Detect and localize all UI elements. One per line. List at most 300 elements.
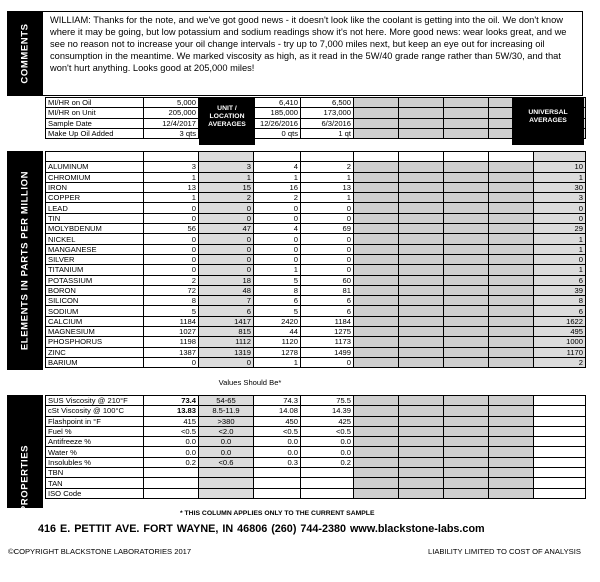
blank-cell (534, 426, 586, 436)
sample-3-value: 0 (301, 254, 354, 264)
typical-range-value: 8.5-11.9 (199, 406, 254, 416)
sample-3-value: 81 (301, 285, 354, 295)
sample-3-value: 0.0 (301, 447, 354, 457)
unit-average-value: 0 (199, 244, 254, 254)
element-name: SILICON (46, 296, 144, 306)
unit-location-label: UNIT / LOCATION AVERAGES (208, 105, 246, 128)
empty-sample-cell (354, 447, 399, 457)
sample-info-table (45, 97, 586, 139)
sample-info-row (46, 128, 586, 138)
unit-average-value: 18 (199, 275, 254, 285)
sample-3-value: 1275 (301, 327, 354, 337)
element-name: IRON (46, 182, 144, 192)
typical-range-value: <2.0 (199, 426, 254, 436)
unit-location-header (199, 97, 255, 145)
property-name: Fuel % (46, 426, 144, 436)
row-label: MI/HR on Oil (46, 98, 144, 108)
empty-sample-cell (489, 296, 534, 306)
empty-sample-cell (399, 275, 444, 285)
empty-sample-cell (354, 234, 399, 244)
empty-sample-cell (444, 478, 489, 488)
empty-sample-cell (399, 478, 444, 488)
empty-sample-cell (489, 275, 534, 285)
empty-sample-cell (354, 396, 399, 406)
empty-sample-cell (354, 108, 399, 118)
unit-average-value: 48 (199, 285, 254, 295)
current-sample-value: 8 (144, 296, 199, 306)
empty-sample-cell (489, 203, 534, 213)
empty-sample-cell (444, 457, 489, 467)
empty-sample-cell (444, 468, 489, 478)
empty-sample-cell (444, 275, 489, 285)
sample-2-value: 6 (254, 296, 301, 306)
empty-sample-cell (444, 327, 489, 337)
blank-cell (534, 396, 586, 406)
typical-range-value: 0.0 (199, 437, 254, 447)
unit-average-value: 815 (199, 327, 254, 337)
current-sample-value: 1 (144, 193, 199, 203)
empty-sample-cell (489, 234, 534, 244)
property-name: cSt Viscosity @ 100°C (46, 406, 144, 416)
element-name: POTASSIUM (46, 275, 144, 285)
spacer-cell (444, 152, 489, 162)
element-row (46, 306, 586, 316)
empty-sample-cell (399, 406, 444, 416)
element-name: BARIUM (46, 357, 144, 367)
sample-2-value: 2420 (254, 316, 301, 326)
empty-sample-cell (399, 437, 444, 447)
sample-2-value: 6,410 (254, 98, 301, 108)
sample-2-value: 5 (254, 306, 301, 316)
empty-sample-cell (399, 396, 444, 406)
sample-2-value: 0 (254, 254, 301, 264)
sample-3-value (301, 478, 354, 488)
element-name: SODIUM (46, 306, 144, 316)
element-name: MANGANESE (46, 244, 144, 254)
footnote: * THIS COLUMN APPLIES ONLY TO THE CURRENT SAMPLE (180, 510, 375, 517)
element-row (46, 224, 586, 234)
property-row (46, 488, 586, 498)
sample-2-value: 0 (254, 234, 301, 244)
row-label: MI/HR on Unit (46, 108, 144, 118)
element-row (46, 357, 586, 367)
empty-sample-cell (354, 347, 399, 357)
properties-side-bar (7, 395, 43, 513)
element-row (46, 285, 586, 295)
sample-3-value: 0 (301, 357, 354, 367)
empty-sample-cell (354, 306, 399, 316)
elements-table (45, 151, 586, 368)
current-sample-value: 0 (144, 203, 199, 213)
sample-2-value: 450 (254, 416, 301, 426)
property-row (46, 457, 586, 467)
empty-sample-cell (444, 285, 489, 295)
empty-sample-cell (354, 182, 399, 192)
current-sample-value (144, 468, 199, 478)
current-sample-value: 0 (144, 234, 199, 244)
spacer-cell (144, 152, 199, 162)
sample-3-value: 1173 (301, 337, 354, 347)
element-row (46, 275, 586, 285)
property-row (46, 437, 586, 447)
empty-sample-cell (489, 347, 534, 357)
blank-cell (534, 447, 586, 457)
empty-sample-cell (354, 468, 399, 478)
sample-3-value: 1 qt (301, 128, 354, 138)
element-name: BORON (46, 285, 144, 295)
empty-sample-cell (489, 316, 534, 326)
unit-average-value: 0 (199, 213, 254, 223)
element-row (46, 193, 586, 203)
element-row (46, 316, 586, 326)
empty-sample-cell (489, 478, 534, 488)
empty-sample-cell (489, 457, 534, 467)
empty-sample-cell (489, 406, 534, 416)
universal-average-value: 1 (534, 172, 586, 182)
spacer-cell (399, 152, 444, 162)
elements-label: ELEMENTS IN PARTS PER MILLION (19, 170, 31, 351)
sample-3-value: <0.5 (301, 426, 354, 436)
sample-2-value: 4 (254, 224, 301, 234)
empty-sample-cell (489, 265, 534, 275)
empty-sample-cell (444, 265, 489, 275)
empty-sample-cell (444, 234, 489, 244)
property-row (46, 396, 586, 406)
empty-sample-cell (399, 285, 444, 295)
sample-2-value: 44 (254, 327, 301, 337)
empty-sample-cell (399, 327, 444, 337)
empty-sample-cell (399, 357, 444, 367)
current-sample-value: 13 (144, 182, 199, 192)
empty-sample-cell (489, 172, 534, 182)
element-row (46, 172, 586, 182)
sample-info-row (46, 108, 586, 118)
empty-sample-cell (354, 275, 399, 285)
sample-3-value: 69 (301, 224, 354, 234)
empty-sample-cell (444, 98, 489, 108)
empty-sample-cell (354, 203, 399, 213)
sample-3-value: 6 (301, 306, 354, 316)
property-name: Antifreeze % (46, 437, 144, 447)
empty-sample-cell (489, 193, 534, 203)
property-row (46, 406, 586, 416)
unit-average-value: 0 (199, 203, 254, 213)
current-sample-value: 0.2 (144, 457, 199, 467)
element-name: NICKEL (46, 234, 144, 244)
properties-table (45, 395, 586, 499)
unit-average-value: 0 (199, 234, 254, 244)
empty-sample-cell (399, 488, 444, 498)
empty-sample-cell (354, 162, 399, 172)
unit-average-value: 7 (199, 296, 254, 306)
comments-label: COMMENTS (19, 23, 31, 84)
current-sample-value: 1184 (144, 316, 199, 326)
sample-2-value: 0 (254, 203, 301, 213)
element-row (46, 347, 586, 357)
empty-sample-cell (354, 488, 399, 498)
sample-2-value: 2 (254, 193, 301, 203)
empty-sample-cell (489, 437, 534, 447)
empty-sample-cell (399, 128, 444, 138)
universal-average-value: 29 (534, 224, 586, 234)
element-name: PHOSPHORUS (46, 337, 144, 347)
empty-sample-cell (399, 182, 444, 192)
spacer-row (46, 152, 586, 162)
sample-3-value: 13 (301, 182, 354, 192)
property-name: Flashpoint in °F (46, 416, 144, 426)
element-name: TITANIUM (46, 265, 144, 275)
universal-header (512, 97, 584, 145)
empty-sample-cell (444, 488, 489, 498)
element-name: CHROMIUM (46, 172, 144, 182)
empty-sample-cell (354, 172, 399, 182)
empty-sample-cell (354, 296, 399, 306)
sample-2-value: 4 (254, 162, 301, 172)
current-sample-value: 5 (144, 306, 199, 316)
comments-text: WILLIAM: Thanks for the note, and we've got good news - it doesn't look like the coolant is getting into the oil. We don't know where it may be going, but low potassium and sodium readings show it's not here. More good news: wear looks great, and we see no reason not to increase your oil change intervals - try up to 7,000 miles next, but keep an eye out for increasing oil consumption in the meantime. We marked viscosity as high, as it read in the 5W/40 grade range rather than 5W/30, and that won't hurt anything. Looks good at 205,000 miles! (50, 15, 567, 74)
universal-average-value: 6 (534, 275, 586, 285)
sample-2-value: 1278 (254, 347, 301, 357)
sample-2-value: 1 (254, 357, 301, 367)
unit-average-value: 0 (199, 265, 254, 275)
current-sample-value: <0.5 (144, 426, 199, 436)
empty-sample-cell (444, 118, 489, 128)
unit-average-value: 1112 (199, 337, 254, 347)
property-name: Insolubles % (46, 457, 144, 467)
element-row (46, 296, 586, 306)
empty-sample-cell (444, 337, 489, 347)
empty-sample-cell (444, 224, 489, 234)
unit-average-value: 47 (199, 224, 254, 234)
empty-sample-cell (399, 468, 444, 478)
sample-3-value (301, 488, 354, 498)
values-should-be-label: Values Should Be* (218, 378, 282, 387)
sample-2-value: <0.5 (254, 426, 301, 436)
sample-2-value (254, 488, 301, 498)
property-name: TAN (46, 478, 144, 488)
empty-sample-cell (489, 447, 534, 457)
sample-2-value: 14.08 (254, 406, 301, 416)
row-label: Make Up Oil Added (46, 128, 144, 138)
element-name: SILVER (46, 254, 144, 264)
empty-sample-cell (354, 437, 399, 447)
empty-sample-cell (489, 162, 534, 172)
spacer-cell (254, 152, 301, 162)
spacer-cell (46, 152, 144, 162)
current-sample-value: 1387 (144, 347, 199, 357)
unit-average-value: 0 (199, 254, 254, 264)
universal-average-value: 1 (534, 234, 586, 244)
element-row (46, 213, 586, 223)
current-sample-value (144, 478, 199, 488)
sample-3-value: 0 (301, 203, 354, 213)
current-sample-value: 0 (144, 213, 199, 223)
current-sample-value: 0 (144, 357, 199, 367)
empty-sample-cell (444, 244, 489, 254)
element-name: ZINC (46, 347, 144, 357)
empty-sample-cell (444, 437, 489, 447)
sample-2-value: 8 (254, 285, 301, 295)
element-name: LEAD (46, 203, 144, 213)
empty-sample-cell (354, 193, 399, 203)
empty-sample-cell (444, 254, 489, 264)
unit-average-value: 0 (199, 357, 254, 367)
sample-2-value: 5 (254, 275, 301, 285)
empty-sample-cell (354, 213, 399, 223)
empty-sample-cell (399, 306, 444, 316)
universal-average-value: 1170 (534, 347, 586, 357)
empty-sample-cell (399, 416, 444, 426)
current-sample-value: 0.0 (144, 447, 199, 457)
empty-sample-cell (399, 254, 444, 264)
sample-info-row (46, 98, 586, 108)
empty-sample-cell (444, 426, 489, 436)
property-name: ISO Code (46, 488, 144, 498)
row-label: Sample Date (46, 118, 144, 128)
current-sample-value: 1 (144, 172, 199, 182)
sample-info-row (46, 118, 586, 128)
blank-cell (534, 468, 586, 478)
empty-sample-cell (354, 265, 399, 275)
sample-3-value: 0 (301, 265, 354, 275)
universal-average-value: 0 (534, 203, 586, 213)
sample-3-value: 6/3/2016 (301, 118, 354, 128)
empty-sample-cell (444, 193, 489, 203)
current-sample-value (144, 488, 199, 498)
empty-sample-cell (354, 128, 399, 138)
empty-sample-cell (489, 285, 534, 295)
current-sample-value: 0.0 (144, 437, 199, 447)
empty-sample-cell (444, 162, 489, 172)
sample-3-value: 75.5 (301, 396, 354, 406)
current-sample-value: 415 (144, 416, 199, 426)
empty-sample-cell (354, 98, 399, 108)
sample-3-value: 0 (301, 244, 354, 254)
empty-sample-cell (354, 457, 399, 467)
empty-sample-cell (399, 108, 444, 118)
empty-sample-cell (354, 337, 399, 347)
blank-cell (534, 478, 586, 488)
empty-sample-cell (399, 162, 444, 172)
typical-range-value (199, 468, 254, 478)
sample-3-value: 6 (301, 296, 354, 306)
sample-2-value: 74.3 (254, 396, 301, 406)
empty-sample-cell (444, 128, 489, 138)
unit-average-value: 3 (199, 162, 254, 172)
sample-2-value: 0.3 (254, 457, 301, 467)
element-name: CALCIUM (46, 316, 144, 326)
universal-average-value: 495 (534, 327, 586, 337)
current-sample-value: 13.83 (144, 406, 199, 416)
current-sample-value: 0 (144, 254, 199, 264)
empty-sample-cell (489, 213, 534, 223)
blank-cell (534, 488, 586, 498)
empty-sample-cell (444, 357, 489, 367)
universal-average-value: 1622 (534, 316, 586, 326)
current-sample-value: 5,000 (144, 98, 199, 108)
typical-range-value (199, 478, 254, 488)
empty-sample-cell (399, 296, 444, 306)
property-name: TBN (46, 468, 144, 478)
empty-sample-cell (399, 457, 444, 467)
element-name: MAGNESIUM (46, 327, 144, 337)
empty-sample-cell (399, 224, 444, 234)
liability-notice: LIABILITY LIMITED TO COST OF ANALYSIS (428, 547, 581, 556)
empty-sample-cell (489, 306, 534, 316)
sample-3-value: 0 (301, 234, 354, 244)
empty-sample-cell (354, 416, 399, 426)
current-sample-value: 72 (144, 285, 199, 295)
empty-sample-cell (399, 265, 444, 275)
current-sample-value: 12/4/2017 (144, 118, 199, 128)
sample-3-value: 1 (301, 193, 354, 203)
current-sample-value: 0 (144, 265, 199, 275)
empty-sample-cell (489, 357, 534, 367)
empty-sample-cell (444, 347, 489, 357)
empty-sample-cell (399, 316, 444, 326)
sample-3-value: 425 (301, 416, 354, 426)
empty-sample-cell (444, 296, 489, 306)
empty-sample-cell (489, 244, 534, 254)
empty-sample-cell (399, 244, 444, 254)
element-name: COPPER (46, 193, 144, 203)
current-sample-value: 1198 (144, 337, 199, 347)
element-name: MOLYBDENUM (46, 224, 144, 234)
empty-sample-cell (489, 182, 534, 192)
empty-sample-cell (444, 306, 489, 316)
empty-sample-cell (444, 416, 489, 426)
unit-average-value: 1 (199, 172, 254, 182)
sample-3-value: 0 (301, 213, 354, 223)
empty-sample-cell (354, 118, 399, 128)
properties-label: PROPERTIES (19, 444, 31, 513)
sample-3-value: 1184 (301, 316, 354, 326)
element-name: ALUMINUM (46, 162, 144, 172)
property-row (46, 447, 586, 457)
blank-cell (534, 437, 586, 447)
element-name: TIN (46, 213, 144, 223)
element-row (46, 234, 586, 244)
empty-sample-cell (444, 213, 489, 223)
element-row (46, 254, 586, 264)
empty-sample-cell (399, 193, 444, 203)
empty-sample-cell (354, 406, 399, 416)
empty-sample-cell (444, 396, 489, 406)
property-row (46, 426, 586, 436)
empty-sample-cell (489, 416, 534, 426)
unit-average-value: 2 (199, 193, 254, 203)
universal-average-value: 0 (534, 254, 586, 264)
sample-2-value: 0 (254, 244, 301, 254)
universal-average-value: 1000 (534, 337, 586, 347)
universal-average-value: 1 (534, 244, 586, 254)
sample-2-value: 0 qts (254, 128, 301, 138)
sample-3-value: 14.39 (301, 406, 354, 416)
empty-sample-cell (489, 224, 534, 234)
universal-average-value: 2 (534, 357, 586, 367)
element-row (46, 265, 586, 275)
empty-sample-cell (354, 478, 399, 488)
current-sample-value: 205,000 (144, 108, 199, 118)
empty-sample-cell (399, 347, 444, 357)
unit-average-value: 6 (199, 306, 254, 316)
empty-sample-cell (354, 224, 399, 234)
lab-address: 416 E. PETTIT AVE. FORT WAYNE, IN 46806 (260) 744-2380 www.blackstone-labs.com (38, 523, 485, 535)
universal-label: UNIVERSAL AVERAGES (528, 109, 568, 124)
element-row (46, 337, 586, 347)
sample-3-value: 1 (301, 172, 354, 182)
empty-sample-cell (489, 488, 534, 498)
